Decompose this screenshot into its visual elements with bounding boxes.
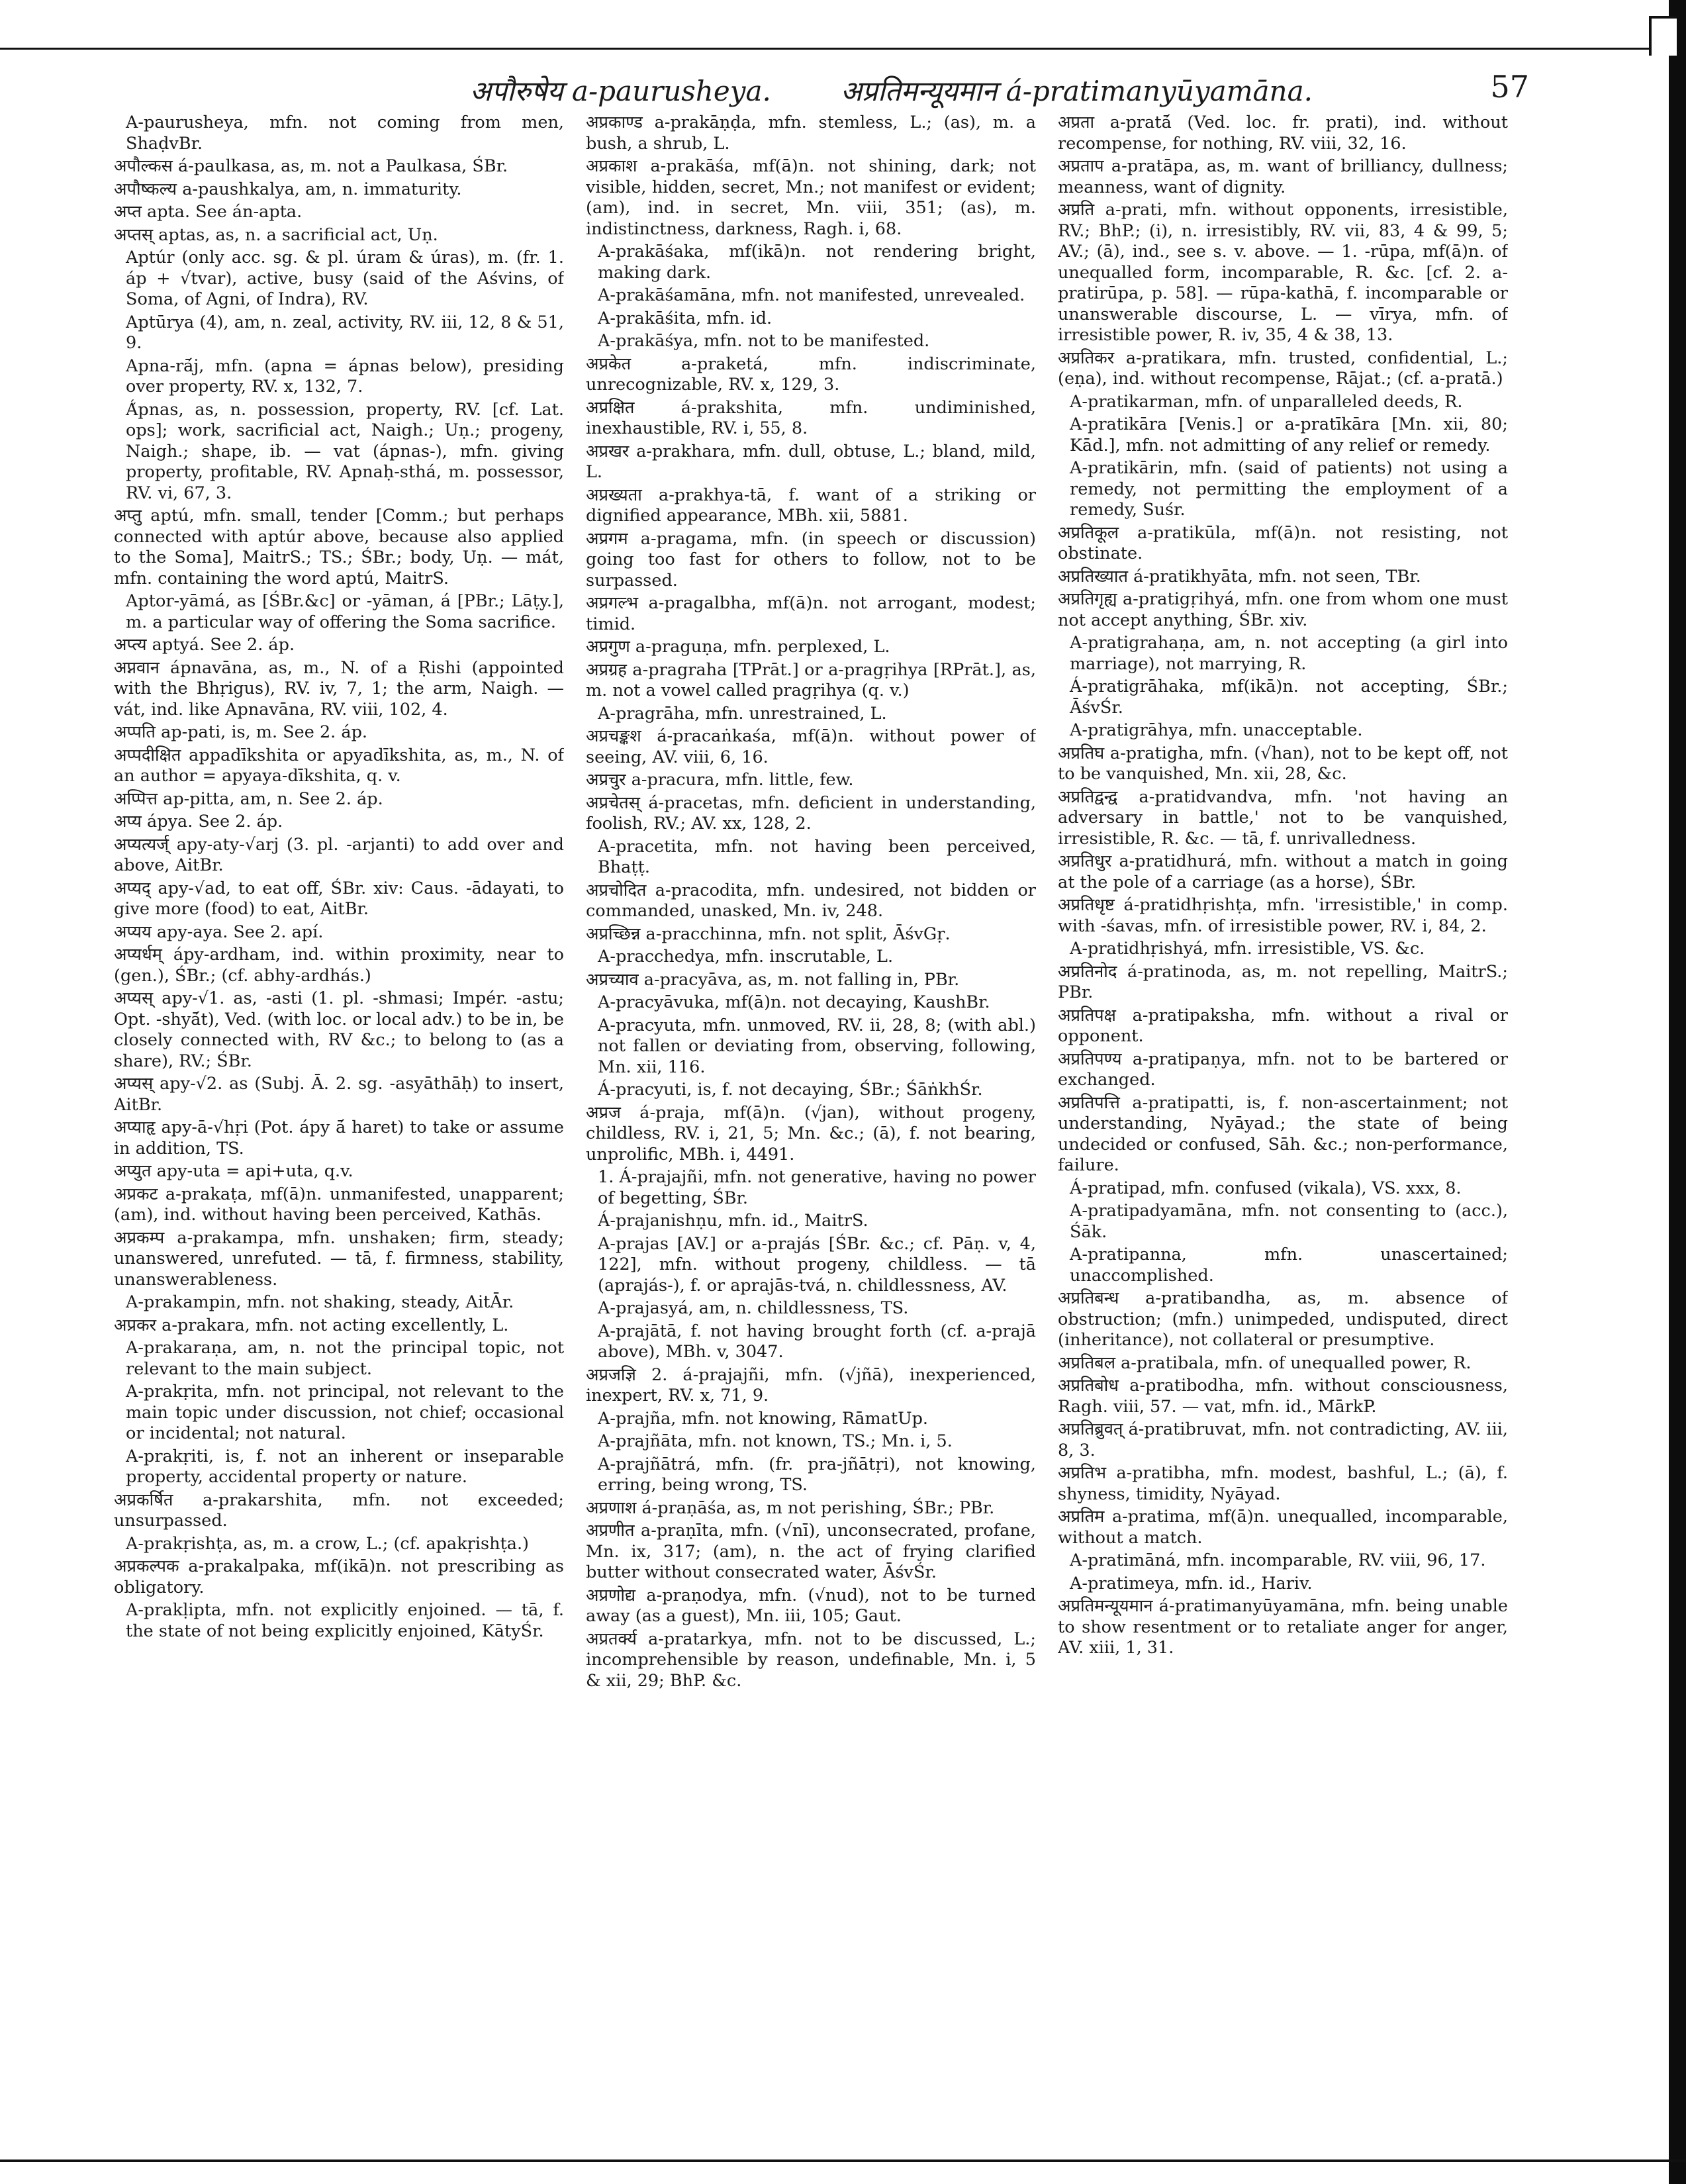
dictionary-entry: अप्रजज्ञि 2. á-prajajñi, mfn. (√jñā), inexperienced, inexpert, RV. x, 71, 9. <box>586 1364 1036 1405</box>
dictionary-entry: अप्रतिघ a-pratigha, mfn. (√han), not to be kept off, not to be vanquished, Mn. xii, 28, &c. <box>1058 743 1508 784</box>
dictionary-entry: A-prakāśaka, mf(ikā)n. not rendering bright, making dark. <box>598 242 1036 283</box>
dictionary-entry: A-prakampin, mfn. not shaking, steady, AitĀr. <box>126 1292 514 1312</box>
dictionary-entry: अप्रति a-prati, mfn. without opponents, irresistible, RV.; BhP.; (i), n. irresistibly, RV. vii, 83, 4 & 99, 5; AV.; (ā), ind., see s. v. above. — 1. -rūpa, mf(ā)n. of unequalled form, incomparable, R. &c. [cf. 2. a-pratirūpa, p. 58]. — rūpa-kathā, f. incomparable or unanswerable discourse, L. — vīrya, mfn. of irresistible power, R. iv, 35, 4 & 38, 13. <box>1058 200 1508 345</box>
dictionary-entry: अप्पति ap-pati, is, m. See 2. áp. <box>114 722 368 742</box>
dictionary-entry: अप्रगुण a-praguṇa, mfn. perplexed, L. <box>586 637 890 657</box>
dictionary-entry: अप्तस् aptas, as, n. a sacrificial act, Uṇ. <box>114 224 438 245</box>
dictionary-entry: अप्रतिपत्ति a-pratipatti, is, f. non-ascertainment; not understanding, Nyāyad.; the state of being undecided or confused, Sāh. &c.; non-performance, failure. <box>1058 1092 1508 1175</box>
dictionary-entry: अप्रकेत a-praketá, mfn. indiscriminate, unrecognizable, RV. x, 129, 3. <box>586 354 1036 395</box>
dictionary-entry: अप्यस् apy-√1. as, -asti (1. pl. -shmasi; Impér. -astu; Opt. -shyā́t), Ved. (with loc. or local adv.) to be in, be closely connected with, RV &c.; to belong to (as a share), RV.; ŚBr. <box>114 988 564 1071</box>
dictionary-entry: अप्रकाण्ड a-prakāṇḍa, mfn. stemless, L.; (as), m. a bush, a shrub, L. <box>586 113 1036 154</box>
dictionary-entry: अपौल्कस á-paulkasa, as, m. not a Paulkasa, ŚBr. <box>114 156 508 176</box>
dictionary-entry: अप्रकर a-prakara, mfn. not acting excellently, L. <box>114 1315 509 1335</box>
dictionary-entry: अप्रतिगृह्य a-pratigṛihyá, mfn. one from whom one must not accept anything, ŚBr. xiv. <box>1058 589 1508 630</box>
dictionary-entry: अप्तु aptú, mfn. small, tender [Comm.; but perhaps connected with aptúr above, because also applied to the Soma], MaitrS.; TS.; ŚBr.; body, Uṇ. — mát, mfn. containing the word aptú, MaitrS. <box>114 506 564 589</box>
dictionary-entry: अप्रग्रह a-pragraha [TPrāt.] or a-pragṛihya [RPrāt.], as, m. not a vowel called pragṛihya (q. v.) <box>586 659 1036 700</box>
dictionary-entry: अप्रगल्भ a-pragalbha, mf(ā)n. not arrogant, modest; timid. <box>586 593 1036 634</box>
dictionary-entry: अप्रणोद्य a-praṇodya, mfn. (√nud), not to be turned away (as a guest), Mn. iii, 105; Gaut. <box>586 1585 1036 1626</box>
dictionary-entry: अप्रतिपण्य a-pratipaṇya, mfn. not to be bartered or exchanged. <box>1058 1049 1508 1090</box>
dictionary-entry: A-prakāśamāna, mfn. not manifested, unrevealed. <box>598 285 1025 305</box>
dictionary-entry: अप्रक्षित á-prakshita, mfn. undiminished, inexhaustible, RV. i, 55, 8. <box>586 397 1036 438</box>
dictionary-entry: 1. Á-prajajñi, mfn. not generative, having no power of begetting, ŚBr. <box>598 1167 1036 1208</box>
dictionary-entry: अप्त apta. See án-apta. <box>114 202 303 222</box>
dictionary-entry: अप्यद् apy-√ad, to eat off, ŚBr. xiv: Caus. -ādayati, to give more (food) to eat, AitBr. <box>114 878 564 919</box>
dictionary-entry: A-pracchedya, mfn. inscrutable, L. <box>598 947 894 967</box>
dictionary-entry: अप्युत apy-uta = api+uta, q.v. <box>114 1161 353 1181</box>
dictionary-entry: A-prakāśita, mfn. id. <box>598 308 773 328</box>
dictionary-entry: अप्रज á-praja, mf(ā)n. (√jan), without progeny, childless, RV. i, 21, 5; Mn. &c.; (ā), f. not bearing, unprolific, MBh. i, 4491. <box>586 1102 1036 1164</box>
page-number: 57 <box>1490 69 1529 105</box>
dictionary-entry: A-paurusheya, mfn. not coming from men, ShaḍvBr. <box>126 113 564 154</box>
dictionary-entry: अप्यय apy-aya. See 2. apí. <box>114 922 324 942</box>
dictionary-entry: अप्रचोदित a-pracodita, mfn. undesired, not bidden or commanded, unasked, Mn. iv, 248. <box>586 880 1036 921</box>
dictionary-entry: अप्यर्धम् ápy-ardham, ind. within proximity, near to (gen.), ŚBr.; (cf. abhy-ardhás.) <box>114 945 564 986</box>
dictionary-entry: अप्रतिकूल a-pratikūla, mf(ā)n. not resisting, not obstinate. <box>1058 522 1508 563</box>
dictionary-entry: अप्रता a-pratā́ (Ved. loc. fr. prati), ind. without recompense, for nothing, RV. viii, 32, 16. <box>1058 113 1508 154</box>
binding-notch <box>1649 16 1677 56</box>
dictionary-entry: अप्रखर a-prakhara, mfn. dull, obtuse, L.; bland, mild, L. <box>586 441 1036 482</box>
dictionary-entry: अप्रख्यता a-prakhya-tā, f. want of a striking or dignified appearance, MBh. xii, 5881. <box>586 485 1036 526</box>
dictionary-entry: A-pratikāra [Venis.] or a-pratīkāra [Mn. xii, 80; Kād.], mfn. not admitting of any relief or remedy. <box>1070 414 1508 455</box>
page-binding-edge <box>1669 0 1686 2184</box>
dictionary-entry: Á-pratigrāhaka, mf(ikā)n. not accepting, ŚBr.; ĀśvŚr. <box>1070 677 1508 718</box>
dictionary-entry: अप्रच्याव a-pracyāva, as, m. not falling in, PBr. <box>586 969 960 990</box>
dictionary-entry: A-prakṛishṭa, as, m. a crow, L.; (cf. apakṛishṭa.) <box>126 1533 529 1554</box>
dictionary-entry: अप्पित्त ap-pitta, am, n. See 2. áp. <box>114 788 383 809</box>
dictionary-entry: A-pracetita, mfn. not having been perceived, Bhaṭṭ. <box>598 836 1036 877</box>
dictionary-entry: A-pratikārin, mfn. (said of patients) not using a remedy, not permitting the employment of a remedy, Suśr. <box>1070 458 1508 520</box>
dictionary-entry: अप्रतिभ a-pratibha, mfn. modest, bashful, L.; (ā), f. shyness, timidity, Nyāyad. <box>1058 1463 1508 1504</box>
dictionary-entry: अप्रकल्पक a-prakalpaka, mf(ikā)n. not prescribing as obligatory. <box>114 1556 564 1597</box>
running-head-left: अपौरुषेय a-paurusheya. <box>470 75 771 107</box>
dictionary-entry: A-pracyāvuka, mf(ā)n. not decaying, KaushBr. <box>598 992 990 1012</box>
dictionary-entry: A-prajñāta, mfn. not known, TS.; Mn. i, 5. <box>598 1431 953 1451</box>
dictionary-entry: अप्रकाश a-prakāśa, mf(ā)n. not shining, dark; not visible, hidden, secret, Mn.; not manifest or evident; (am), ind. in secret, Mn. viii, 351; (as), m. indistinctness, darkness, Ragh. i, 68. <box>586 156 1036 239</box>
dictionary-entry: A-prajñātrá, mfn. (fr. pra-jñātṛi), not knowing, erring, being wrong, TS. <box>598 1454 1036 1495</box>
dictionary-entry: अपौष्कल्य a-paushkalya, am, n. immaturity. <box>114 179 462 199</box>
dictionary-entry: अप्त्य aptyá. See 2. áp. <box>114 635 295 655</box>
dictionary-entry: अप्रतिपक्ष a-pratipaksha, mfn. without a rival or opponent. <box>1058 1005 1508 1046</box>
dictionary-column-3 <box>1058 113 1508 2132</box>
dictionary-entry: अप्रतिब्रुवत् á-pratibruvat, mfn. not contradicting, AV. iii, 8, 3. <box>1058 1419 1508 1460</box>
dictionary-entry: A-pratigrāhya, mfn. unacceptable. <box>1070 720 1363 740</box>
dictionary-entry: अप्रतिबन्ध a-pratibandha, as, m. absence of obstruction; (mfn.) unimpeded, undisputed, direct (inheritance), not collateral or presumptive. <box>1058 1288 1508 1350</box>
dictionary-entry: A-pratigrahaṇa, am, n. not accepting (a girl into marriage), not marrying, R. <box>1070 633 1508 674</box>
dictionary-entry: A-pratimeya, mfn. id., Hariv. <box>1070 1573 1313 1593</box>
dictionary-entry: A-pratidhṛishyá, mfn. irresistible, VS. &c. <box>1070 939 1425 959</box>
dictionary-entry: अप्रतिबोध a-pratibodha, mfn. without consciousness, Ragh. viii, 57. — vat, mfn. id., MārkP. <box>1058 1376 1508 1417</box>
dictionary-entry: अप्रतिद्वन्द्व a-pratidvandva, mfn. 'not having an adversary in battle,' not to be vanquished, irresistible, R. &c. — tā, f. unrivalledness. <box>1058 786 1508 849</box>
dictionary-entry: अप्य ápya. See 2. áp. <box>114 812 283 831</box>
dictionary-entry: अप्रतिख्यात á-pratikhyāta, mfn. not seen, TBr. <box>1058 566 1421 587</box>
dictionary-entry: Á-pratipad, mfn. confused (vikala), VS. xxx, 8. <box>1070 1178 1462 1198</box>
dictionary-entry: अप्रच्छिन्न a-pracchinna, mfn. not split, ĀśvGṛ. <box>586 924 951 944</box>
dictionary-entry: A-prajas [AV.] or a-prajás [ŚBr. &c.; cf. Pāṇ. v, 4, 122], mfn. without progeny, childless. — tā (aprajás-), f. or aprajās-tvá, n. childlessness, AV. <box>598 1233 1036 1296</box>
dictionary-entry: अप्यस् apy-√2. as (Subj. Ā. 2. sg. -asyāthāḥ) to insert, AitBr. <box>114 1074 564 1115</box>
page-header <box>113 66 1529 113</box>
running-head-right: अप्रतिमन्यूयमान á-pratimanyūyamāna. <box>841 75 1313 107</box>
dictionary-entry: अप्रतिधृष्ट á-pratidhṛishṭa, mfn. 'irresistible,' in comp. with -śavas, mfn. of irresistible power, RV. i, 84, 2. <box>1058 895 1508 936</box>
dictionary-entry: अप्रचुर a-pracura, mfn. little, few. <box>586 770 854 790</box>
dictionary-entry: अप्रचङ्कश á-pracaṅkaśa, mf(ā)n. without power of seeing, AV. viii, 6, 16. <box>586 726 1036 767</box>
dictionary-entry: अप्रतिमन्यूयमान á-pratimanyūyamāna, mfn. being unable to show resentment or to retaliate anger for anger, AV. xiii, 1, 31. <box>1058 1596 1508 1658</box>
dictionary-entry: Aptūrya (4), am, n. zeal, activity, RV. iii, 12, 8 & 51, 9. <box>126 312 564 353</box>
dictionary-entry: A-pratipanna, mfn. unascertained; unaccomplished. <box>1070 1245 1508 1286</box>
top-border-rule <box>0 48 1686 50</box>
dictionary-entry: Apna-rā́j, mfn. (apna = ápnas below), presiding over property, RV. x, 132, 7. <box>126 356 564 397</box>
dictionary-entry: A-pratipadyamāna, mfn. not consenting to (acc.), Śāk. <box>1070 1201 1508 1242</box>
dictionary-entry: A-prakḷipta, mfn. not explicitly enjoined. — tā, f. the state of not being explicitly enjoined, KātyŚr. <box>126 1600 564 1641</box>
dictionary-entry: अप्रगम a-pragama, mfn. (in speech or discussion) going too fast for others to follow, not to be surpassed. <box>586 528 1036 591</box>
dictionary-entry: अप्रणीत a-praṇīta, mfn. (√nī), unconsecrated, profane, Mn. ix, 317; (am), n. the act of frying clarified butter without consecrated water, ĀśvŚr. <box>586 1521 1036 1582</box>
dictionary-entry: अप्यत्यर्ज् apy-aty-√arj (3. pl. -arjanti) to add over and above, AitBr. <box>114 834 564 875</box>
dictionary-entry: अप्रकम्प a-prakampa, mfn. unshaken; firm, steady; unanswered, unrefuted. — tā, f. firmness, stability, unanswerableness. <box>114 1227 564 1290</box>
dictionary-entry: A-pratimāná, mfn. incomparable, RV. viii, 96, 17. <box>1070 1550 1486 1570</box>
dictionary-column-2 <box>586 113 1036 2132</box>
dictionary-entry: अप्नवान ápnavāna, as, m., N. of a Ṛishi (appointed with the Bhṛigus), RV. iv, 7, 1; the arm, Naigh. — vát, ind. like Apnavāna, RV. viii, 102, 4. <box>114 657 564 720</box>
dictionary-entry: A-prajasyá, am, n. childlessness, TS. <box>598 1298 909 1318</box>
dictionary-entry: A-prakṛiti, is, f. not an inherent or inseparable property, accidental property or nature. <box>126 1446 564 1487</box>
dictionary-entry: अप्रतिम a-pratima, mf(ā)n. unequalled, incomparable, without a match. <box>1058 1507 1508 1548</box>
dictionary-entry: A-pragrāha, mfn. unrestrained, L. <box>598 703 887 724</box>
dictionary-entry: अप्रतिबल a-pratibala, mfn. of unequalled power, R. <box>1058 1353 1472 1373</box>
dictionary-entry: अप्पदीक्षित appadīkshita or apyadīkshita, as, m., N. of an author = apyaya-dīkshita, q. v. <box>114 745 564 786</box>
dictionary-entry: Á-prajanishṇu, mfn. id., MaitrS. <box>598 1211 868 1231</box>
dictionary-entry: अप्रतिधुर a-pratidhurá, mfn. without a match in going at the pole of a carriage (as a horse), ŚBr. <box>1058 851 1508 892</box>
dictionary-entry: A-prajātā, f. not having brought forth (cf. a-prajā above), MBh. v, 3047. <box>598 1321 1036 1362</box>
dictionary-entry: अप्रतिकर a-pratikara, mfn. trusted, confidential, L.; (eṇa), ind. without recompense, Rājat.; (cf. a-pratā.) <box>1058 348 1508 389</box>
bottom-border-rule <box>0 2160 1686 2162</box>
dictionary-entry: अप्रतिनोद á-pratinoda, as, m. not repelling, MaitrS.; PBr. <box>1058 961 1508 1002</box>
dictionary-entry: A-prakaraṇa, am, n. not the principal topic, not relevant to the main subject. <box>126 1338 564 1379</box>
dictionary-entry: A-prakṛita, mfn. not principal, not relevant to the main topic under discussion, not chief; occasional or incidental; not natural. <box>126 1382 564 1443</box>
dictionary-entry: A-pratikarman, mfn. of unparalleled deeds, R. <box>1070 391 1463 412</box>
dictionary-entry: Á-pracyuti, is, f. not decaying, ŚBr.; ŚāṅkhŚr. <box>598 1080 983 1100</box>
dictionary-entry: अप्रकर्षित a-prakarshita, mfn. not exceeded; unsurpassed. <box>114 1490 564 1531</box>
dictionary-entry: A-pracyuta, mfn. unmoved, RV. ii, 28, 8; (with abl.) not fallen or deviating from, observing, following, Mn. xii, 116. <box>598 1015 1036 1077</box>
dictionary-entry: A-prajña, mfn. not knowing, RāmatUp. <box>598 1408 928 1429</box>
dictionary-entry: अप्रतर्क्य a-pratarkya, mfn. not to be discussed, L.; incomprehensible by reason, undefinable, Mn. i, 5 & xii, 29; BhP. &c. <box>586 1629 1036 1691</box>
dictionary-entry: अप्रताप a-pratāpa, as, m. want of brilliancy, dullness; meanness, want of dignity. <box>1058 156 1508 197</box>
dictionary-entry: अप्रणाश á-praṇāśa, as, m not perishing, ŚBr.; PBr. <box>586 1497 995 1518</box>
dictionary-entry: Aptor-yāmá, as [ŚBr.&c] or -yāman, á [PBr.; Lāṭy.], m. a particular way of offering the Soma sacrifice. <box>126 591 564 632</box>
dictionary-entry: अप्याहृ apy-ā-√hṛi (Pot. ápy ā́ haret) to take or assume in addition, TS. <box>114 1117 564 1159</box>
dictionary-column-1 <box>114 113 564 2132</box>
dictionary-entry: A-prakāśya, mfn. not to be manifested. <box>598 331 930 351</box>
dictionary-entry: Á́pnas, as, n. possession, property, RV. [cf. Lat. ops]; work, sacrificial act, Naigh.; Uṇ.; progeny, Naigh.; shape, ib. — vat (ápnas-), mfn. giving property, profitable, RV. Apnaḥ-sthá, m. possessor, RV. vi, 67, 3. <box>126 399 564 503</box>
dictionary-entry: अप्रकट a-prakaṭa, mf(ā)n. unmanifested, unapparent; (am), ind. without having been perceived, Kathās. <box>114 1184 564 1225</box>
dictionary-entry: अप्रचेतस् á-pracetas, mfn. deficient in understanding, foolish, RV.; AV. xx, 128, 2. <box>586 792 1036 833</box>
dictionary-entry: Aptúr (only acc. sg. & pl. úram & úras), m. (fr. 1. áp + √tvar), active, busy (said of the Aśvins, of Soma, of Agni, of Indra), RV. <box>126 248 564 309</box>
